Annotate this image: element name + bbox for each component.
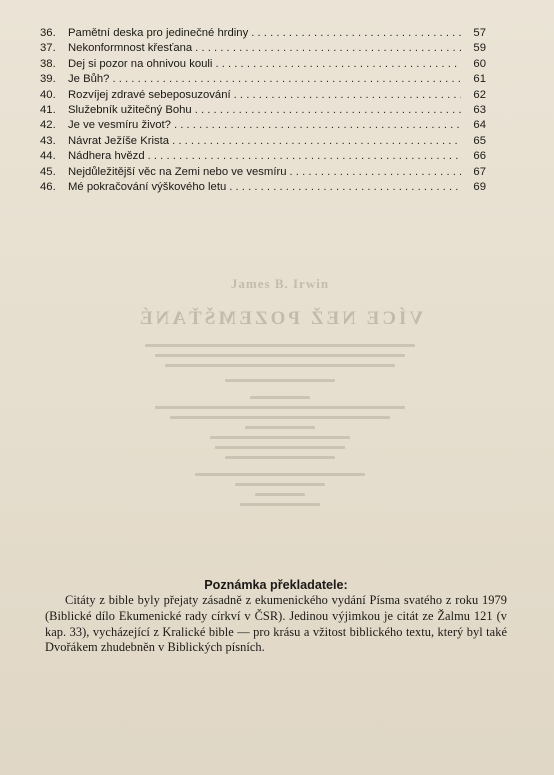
toc-entry	[40, 119, 486, 134]
toc-entry	[40, 150, 486, 165]
toc-entry-page: 69	[473, 180, 486, 193]
toc-entry-title: Je Bůh?	[68, 73, 110, 86]
toc-dot-leader	[148, 150, 461, 162]
toc-entry	[40, 181, 486, 196]
toc-entry	[40, 42, 486, 57]
translator-note	[45, 578, 507, 656]
toc-entry-number: 37.	[40, 42, 56, 55]
toc-entry-title: Služebník užitečný Bohu	[68, 103, 192, 116]
toc-entry-title: Nekonformnost křesťana	[68, 42, 193, 55]
toc-entry	[40, 58, 486, 73]
colophon-bleed-through	[60, 268, 500, 513]
toc-entry-number: 43.	[40, 134, 56, 147]
toc-entry-title: Dej si pozor na ohnivou kouli	[68, 57, 213, 70]
toc-dot-leader	[195, 104, 461, 116]
toc-entry-number: 46.	[40, 180, 56, 193]
toc-entry-title: Mé pokračování výškového letu	[68, 180, 227, 193]
toc-entry-page: 66	[473, 150, 486, 163]
toc-entry-page: 60	[473, 57, 486, 70]
toc-dot-leader	[174, 119, 461, 131]
colophon-text-lines	[60, 344, 500, 506]
toc-entry-number: 40.	[40, 88, 56, 101]
toc-entry	[40, 135, 486, 150]
toc-entry-title: Pamětní deska pro jedinečné hrdiny	[68, 27, 249, 39]
toc-entry	[40, 73, 486, 88]
toc-entry-page: 61	[473, 73, 486, 86]
toc-entry-number: 38.	[40, 57, 56, 70]
toc-entry	[40, 166, 486, 181]
toc-entry-number: 39.	[40, 73, 56, 86]
toc-entry	[40, 104, 486, 119]
note-heading: Poznámka překladatele:	[204, 578, 348, 592]
colophon-author: James B. Irwin	[230, 276, 330, 291]
toc-entry-title: Rozvíjej zdravé sebeposuzování	[68, 88, 231, 101]
toc-entry-page: 62	[473, 88, 486, 101]
toc-entry-number: 45.	[40, 165, 56, 178]
toc-entry-page: 65	[473, 134, 486, 147]
toc-entry-title: Návrat Ježíše Krista	[68, 134, 170, 147]
toc-entry-title: Nádhera hvězd	[68, 150, 145, 163]
toc-dot-leader	[195, 42, 461, 54]
toc-entry-number: 44.	[40, 150, 56, 163]
colophon-title: VÍCE NEŽ POZEMŠŤANÉ	[136, 308, 424, 329]
table-of-contents	[40, 27, 486, 196]
toc-dot-leader	[234, 89, 461, 101]
toc-dot-leader	[215, 58, 461, 70]
toc-entry-page: 63	[473, 103, 486, 116]
toc-entry-page: 59	[473, 42, 486, 55]
toc-dot-leader	[290, 166, 461, 178]
toc-entry-title: Je ve vesmíru život?	[68, 119, 171, 132]
toc-dot-leader	[229, 181, 461, 193]
toc-entry-number: 42.	[40, 119, 56, 132]
toc-entry-number: 41.	[40, 103, 56, 116]
note-text: Citáty z bible byly přejaty zásadně z ekumenického vydání Písma svatého z roku 1979 (Biblické dílo Ekumenické rady církví v ČSR). Jedinou výjimkou je citát ze Žalmu 121 (v kap. 33), vycházející z Kralické bible — pro krásu a vžitost biblického textu, který byl také Dvořákem zhudebněn v Biblických písních.	[45, 593, 507, 655]
toc-entry-title: Nejdůležitější věc na Zemi nebo ve vesmíru	[68, 165, 287, 178]
toc-entry	[40, 89, 486, 104]
toc-dot-leader	[251, 27, 461, 39]
toc-dot-leader	[112, 73, 461, 85]
toc-entry-number: 36.	[40, 27, 56, 39]
toc-entry-page: 57	[473, 27, 486, 39]
toc-entry-page: 67	[473, 165, 486, 178]
toc-dot-leader	[172, 135, 461, 147]
toc-entry	[40, 27, 486, 42]
toc-entry-page: 64	[473, 119, 486, 132]
